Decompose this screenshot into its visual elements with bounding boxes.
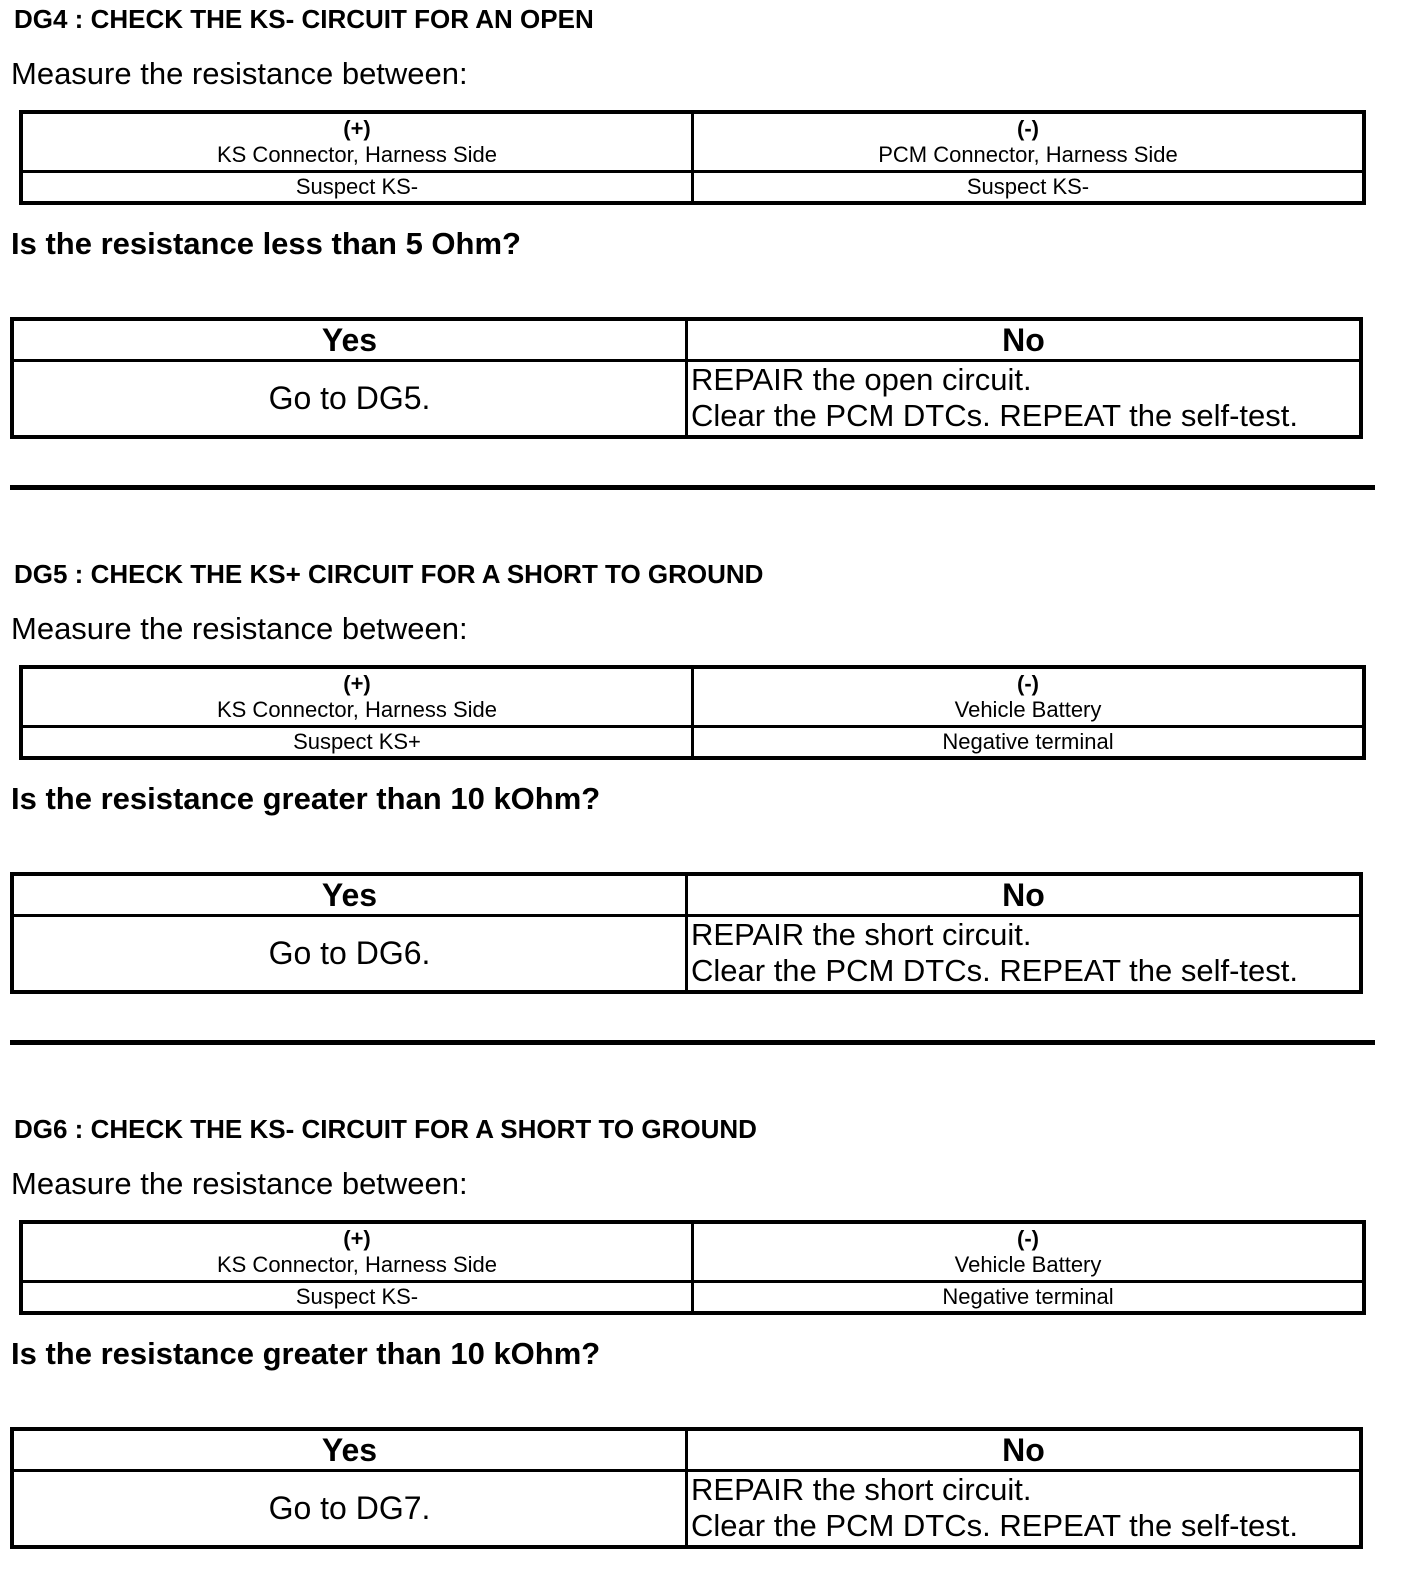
test-question: Is the resistance greater than 10 kOhm?	[11, 1336, 601, 1371]
negative-probe-cell	[693, 1222, 1365, 1282]
section-divider	[10, 1040, 1375, 1045]
no-action-line-2: Clear the PCM DTCs. REPEAT the self-test.	[691, 1508, 1298, 1543]
negative-pin: Negative terminal	[693, 1282, 1365, 1314]
no-action	[687, 1471, 1362, 1548]
positive-symbol: (+)	[343, 116, 371, 141]
step-dg4	[0, 0, 1408, 450]
negative-connector: Vehicle Battery	[954, 697, 1102, 722]
no-action-line-1: REPAIR the open circuit.	[691, 362, 1032, 397]
measurement-table	[19, 665, 1366, 760]
answer-table	[10, 872, 1363, 994]
step-dg5	[0, 555, 1408, 1005]
yes-action: Go to DG6.	[12, 916, 687, 993]
positive-connector: KS Connector, Harness Side	[216, 142, 498, 167]
answer-table	[10, 1427, 1363, 1549]
measurement-table	[19, 110, 1366, 205]
yes-header: Yes	[12, 319, 687, 361]
positive-symbol: (+)	[343, 1226, 371, 1251]
positive-probe-cell	[21, 112, 693, 172]
measure-instruction: Measure the resistance between:	[11, 56, 468, 91]
no-action	[687, 361, 1362, 438]
test-question: Is the resistance greater than 10 kOhm?	[11, 781, 601, 816]
section-divider	[10, 485, 1375, 490]
negative-symbol: (-)	[1017, 671, 1039, 696]
positive-pin: Suspect KS-	[21, 1282, 693, 1314]
yes-action: Go to DG7.	[12, 1471, 687, 1548]
no-action-line-1: REPAIR the short circuit.	[691, 1472, 1032, 1507]
positive-pin: Suspect KS+	[21, 727, 693, 759]
positive-symbol: (+)	[343, 671, 371, 696]
negative-symbol: (-)	[1017, 116, 1039, 141]
no-action-line-1: REPAIR the short circuit.	[691, 917, 1032, 952]
negative-connector: PCM Connector, Harness Side	[878, 142, 1178, 167]
negative-pin: Negative terminal	[693, 727, 1365, 759]
yes-header: Yes	[12, 1429, 687, 1471]
no-action-line-2: Clear the PCM DTCs. REPEAT the self-test.	[691, 953, 1298, 988]
measure-instruction: Measure the resistance between:	[11, 1166, 468, 1201]
no-header: No	[687, 1429, 1362, 1471]
negative-probe-cell	[693, 667, 1365, 727]
step-title: DG4 : CHECK THE KS- CIRCUIT FOR AN OPEN	[14, 4, 594, 34]
positive-probe-cell	[21, 1222, 693, 1282]
positive-connector: KS Connector, Harness Side	[216, 697, 498, 722]
positive-pin: Suspect KS-	[21, 172, 693, 204]
step-dg6	[0, 1110, 1408, 1560]
no-action-line-2: Clear the PCM DTCs. REPEAT the self-test.	[691, 398, 1298, 433]
yes-action: Go to DG5.	[12, 361, 687, 438]
negative-connector: Vehicle Battery	[954, 1252, 1102, 1277]
positive-probe-cell	[21, 667, 693, 727]
negative-pin: Suspect KS-	[693, 172, 1365, 204]
measure-instruction: Measure the resistance between:	[11, 611, 468, 646]
test-question: Is the resistance less than 5 Ohm?	[11, 226, 521, 261]
step-title: DG5 : CHECK THE KS+ CIRCUIT FOR A SHORT TO GROUND	[14, 559, 764, 589]
negative-probe-cell	[693, 112, 1365, 172]
measurement-table	[19, 1220, 1366, 1315]
no-header: No	[687, 319, 1362, 361]
yes-header: Yes	[12, 874, 687, 916]
no-header: No	[687, 874, 1362, 916]
step-title: DG6 : CHECK THE KS- CIRCUIT FOR A SHORT TO GROUND	[14, 1114, 757, 1144]
no-action	[687, 916, 1362, 993]
answer-table	[10, 317, 1363, 439]
positive-connector: KS Connector, Harness Side	[216, 1252, 498, 1277]
negative-symbol: (-)	[1017, 1226, 1039, 1251]
